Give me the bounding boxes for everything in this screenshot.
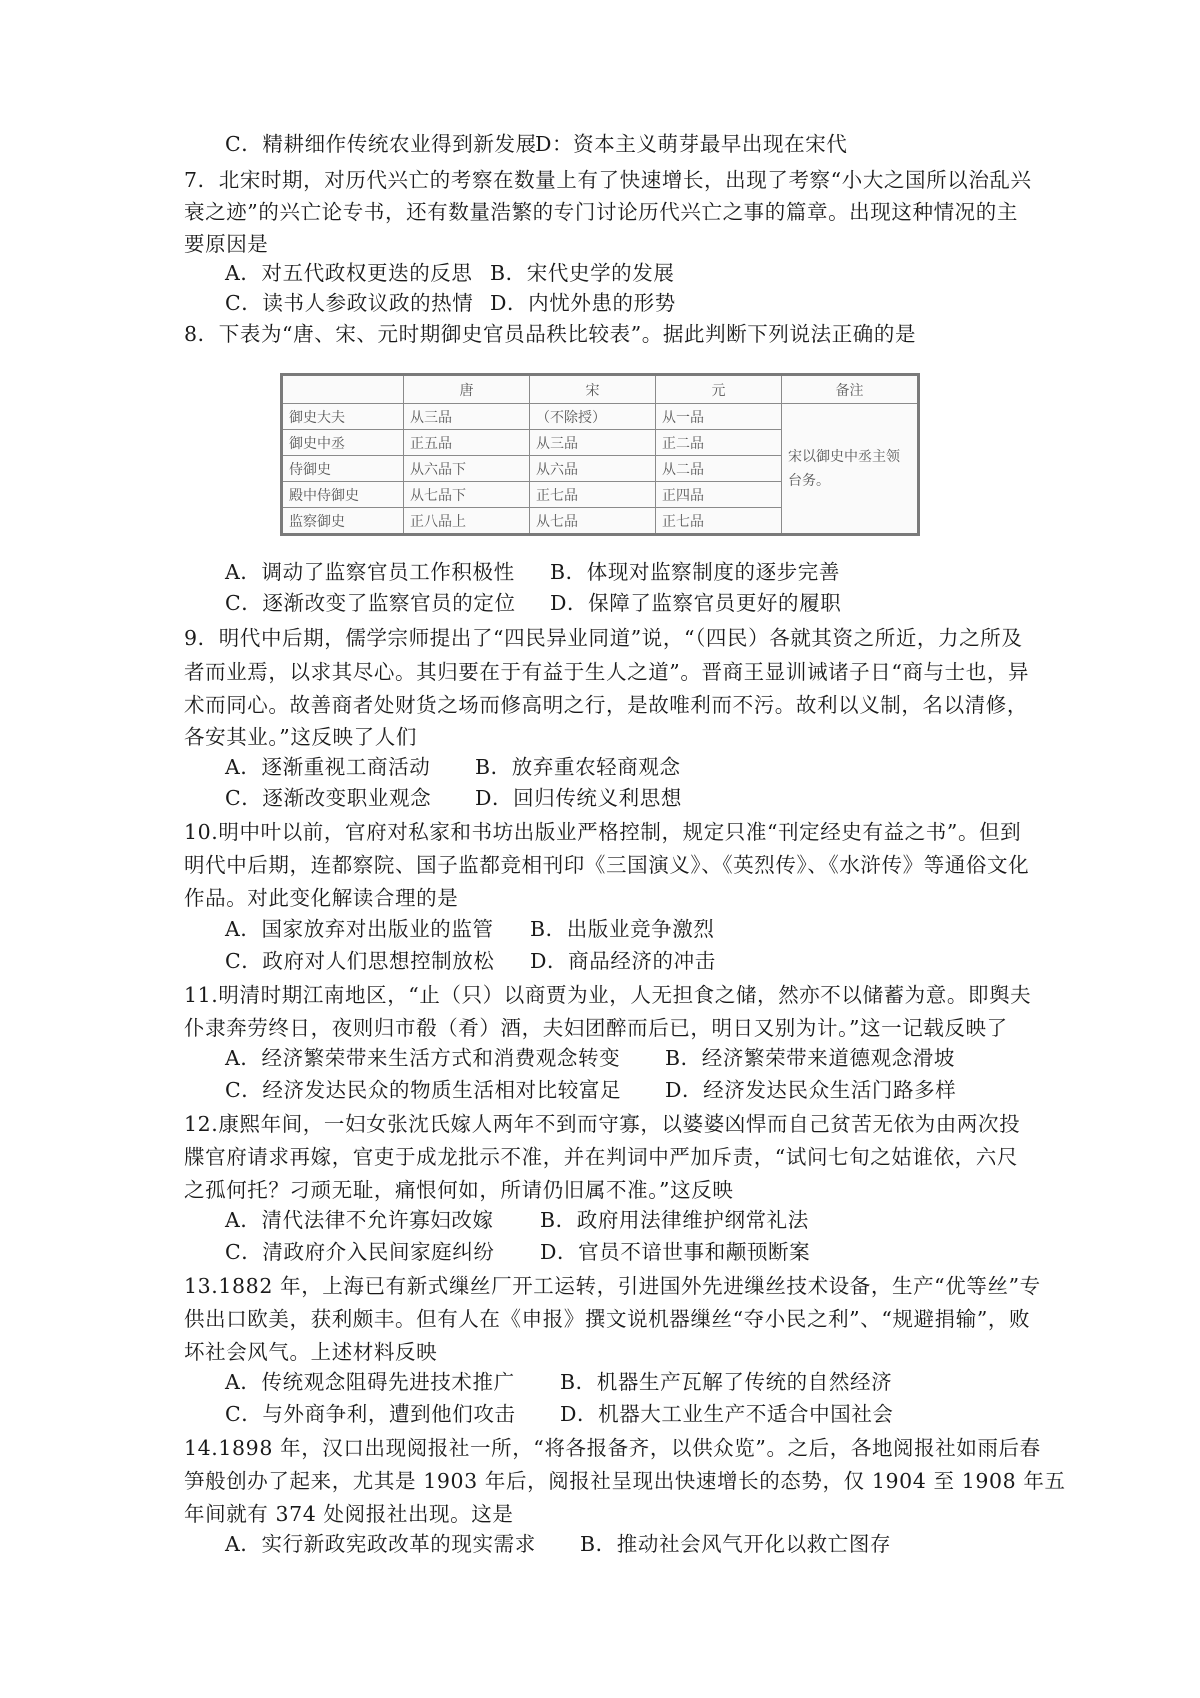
option-a: A．调动了监察官员工作积极性	[225, 560, 515, 584]
option-b: B．宋代史学的发展	[490, 261, 675, 285]
question-text: 术而同心。故善商者处财货之场而修高明之行，是故唯利而不污。故利以义制，名以清修，	[184, 693, 1028, 717]
option-row	[225, 751, 1080, 783]
option-b: B．推动社会风气开化以救亡图存	[580, 1532, 892, 1556]
question-text: 14.1898 年，汉口出现阅报社一所，“将各报备齐，以供众览”。之后，各地阅报社如雨后春	[184, 1436, 1041, 1460]
table-cell: 从七品下	[404, 482, 530, 508]
option-d: D．经济发达民众生活门路多样	[665, 1078, 957, 1102]
option-a: A．逐渐重视工商活动	[225, 755, 431, 779]
question-text: 仆隶奔劳终日，夜则归市殽（肴）酒，夫妇团醉而后已，明日又别为计。”这一记载反映了	[184, 1016, 1008, 1040]
table-cell: 正七品	[656, 508, 782, 535]
option-row	[225, 1366, 1080, 1398]
table-cell: 正四品	[656, 482, 782, 508]
option-row	[225, 587, 1080, 619]
option-c: C．与外商争利，遭到他们攻击	[225, 1402, 516, 1426]
option-row	[225, 1042, 1080, 1074]
table-note: 宋以御史中丞主领台务。	[782, 404, 919, 535]
option-d: D：资本主义萌芽最早出现在宋代	[535, 132, 848, 156]
option-c: C．逐渐改变了监察官员的定位	[225, 591, 516, 615]
option-row	[225, 782, 1080, 814]
table-cell: 从六品下	[404, 456, 530, 482]
option-c: C．读书人参政议政的热情	[225, 291, 474, 315]
option-a: A．传统观念阻碍先进技术推广	[225, 1370, 515, 1394]
option-d: D．回归传统义利思想	[475, 786, 682, 810]
option-b: B．放弃重农轻商观念	[475, 755, 681, 779]
table-cell: 从三品	[530, 430, 656, 456]
option-row	[225, 913, 1080, 945]
option-a: A．实行新政宪政改革的现实需求	[225, 1532, 536, 1556]
table-cell: 从六品	[530, 456, 656, 482]
option-b: B．出版业竞争激烈	[530, 917, 715, 941]
table-cell: 御史大夫	[282, 404, 404, 430]
question-text: 13.1882 年，上海已有新式缫丝厂开工运转，引进国外先进缫丝技术设备，生产“优等丝”专	[184, 1274, 1041, 1298]
option-d: D．商品经济的冲击	[530, 949, 716, 973]
table-cell: 从二品	[656, 456, 782, 482]
table-cell: （不除授）	[530, 404, 656, 430]
option-b: B．机器生产瓦解了传统的自然经济	[560, 1370, 893, 1394]
table-header: 备注	[782, 375, 919, 404]
censor-rank-table	[280, 373, 920, 536]
table-cell: 正五品	[404, 430, 530, 456]
question-text: 8．下表为“唐、宋、元时期御史官员品秩比较表”。据此判断下列说法正确的是	[184, 322, 917, 346]
table-cell: 从三品	[404, 404, 530, 430]
option-row	[225, 945, 1080, 977]
option-d: D．官员不谙世事和颟顸断案	[540, 1240, 811, 1264]
question-text: 牒官府请求再嫁，官吏于成龙批示不准，并在判词中严加斥责，“试问七旬之姑谁依，六尺	[184, 1145, 1018, 1169]
question-text: 衰之迹”的兴亡论专书，还有数量浩繁的专门讨论历代兴亡之事的篇章。出现这种情况的主	[184, 200, 1018, 224]
question-text: 要原因是	[184, 232, 269, 256]
option-c: C．精耕细作传统农业得到新发展	[225, 132, 537, 156]
option-c: C．经济发达民众的物质生活相对比较富足	[225, 1078, 622, 1102]
question-text: 9．明代中后期，儒学宗师提出了“四民异业同道”说，“（四民）各就其资之所近，力之所及	[184, 626, 1023, 650]
option-row	[225, 1528, 1080, 1560]
question-text: 作品。对此变化解读合理的是	[184, 886, 459, 910]
table-header: 宋	[530, 375, 656, 404]
option-a: A．经济繁荣带来生活方式和消费观念转变	[225, 1046, 621, 1070]
table-header	[282, 375, 404, 404]
table-cell: 正二品	[656, 430, 782, 456]
option-row	[225, 287, 1080, 319]
option-d: D．机器大工业生产不适合中国社会	[560, 1402, 894, 1426]
question-text: 10.明中叶以前，官府对私家和书坊出版业严格控制，规定只准“刊定经史有益之书”。但到	[184, 820, 1022, 844]
question-text: 各安其业。”这反映了人们	[184, 725, 417, 749]
table-header: 唐	[404, 375, 530, 404]
table-cell: 殿中侍御史	[282, 482, 404, 508]
option-row	[225, 556, 1080, 588]
table-cell: 御史中丞	[282, 430, 404, 456]
option-row	[225, 1204, 1080, 1236]
table-cell: 监察御史	[282, 508, 404, 535]
table-cell: 从一品	[656, 404, 782, 430]
option-d: D．保障了监察官员更好的履职	[550, 591, 842, 615]
option-c: C．政府对人们思想控制放松	[225, 949, 495, 973]
option-row	[225, 1236, 1080, 1268]
question-text: 明代中后期，连都察院、国子监都竞相刊印《三国演义》、《英烈传》、《水浒传》等通俗文化	[184, 853, 1030, 877]
question-text: 供出口欧美，获利颇丰。但有人在《申报》撰文说机器缫丝“夺小民之利”、“规避捐输”，败	[184, 1307, 1031, 1331]
option-a: A．清代法律不允许寡妇改嫁	[225, 1208, 494, 1232]
table-header-row	[282, 375, 919, 404]
table-cell: 正七品	[530, 482, 656, 508]
option-a: A．国家放弃对出版业的监管	[225, 917, 494, 941]
question-text: 坏社会风气。上述材料反映	[184, 1340, 438, 1364]
question-text: 11.明清时期江南地区，“止（只）以商贾为业，人无担食之储，然亦不以储蓄为意。即舆夫	[184, 983, 1032, 1007]
question-text: 之孤何托？刁顽无耻，痛恨何如，所请仍旧属不准。”这反映	[184, 1178, 734, 1202]
option-c: C．逐渐改变职业观念	[225, 786, 432, 810]
option-row	[225, 1398, 1080, 1430]
table-cell: 正八品上	[404, 508, 530, 535]
option-b: B．体现对监察制度的逐步完善	[550, 560, 840, 584]
question-text: 12.康熙年间，一妇女张沈氏嫁人两年不到而守寡，以婆婆凶悍而自己贫苦无依为由两次投	[184, 1112, 1021, 1136]
question-text: 者而业焉，以求其尽心。其归要在于有益于生人之道”。晋商王显训诫诸子日“商与士也，异	[184, 660, 1030, 684]
table-header: 元	[656, 375, 782, 404]
option-c: C．清政府介入民间家庭纠纷	[225, 1240, 495, 1264]
question-text: 7．北宋时期，对历代兴亡的考察在数量上有了快速增长，出现了考察“小大之国所以治乱兴	[184, 168, 1032, 192]
option-b: B．经济繁荣带来道德观念滑坡	[665, 1046, 955, 1070]
option-row	[225, 257, 1080, 289]
table-row	[282, 404, 919, 430]
table-cell: 侍御史	[282, 456, 404, 482]
question-text: 笋般创办了起来，尤其是 1903 年后，阅报社呈现出快速增长的态势，仅 1904 至 1908 年五	[184, 1469, 1066, 1493]
option-row	[225, 128, 1080, 160]
option-a: A．对五代政权更迭的反思	[225, 261, 473, 285]
option-d: D．内忧外患的形势	[490, 291, 676, 315]
question-text: 年间就有 374 处阅报社出现。这是	[184, 1502, 514, 1526]
option-b: B．政府用法律维护纲常礼法	[540, 1208, 809, 1232]
table-cell: 从七品	[530, 508, 656, 535]
option-row	[225, 1074, 1080, 1106]
